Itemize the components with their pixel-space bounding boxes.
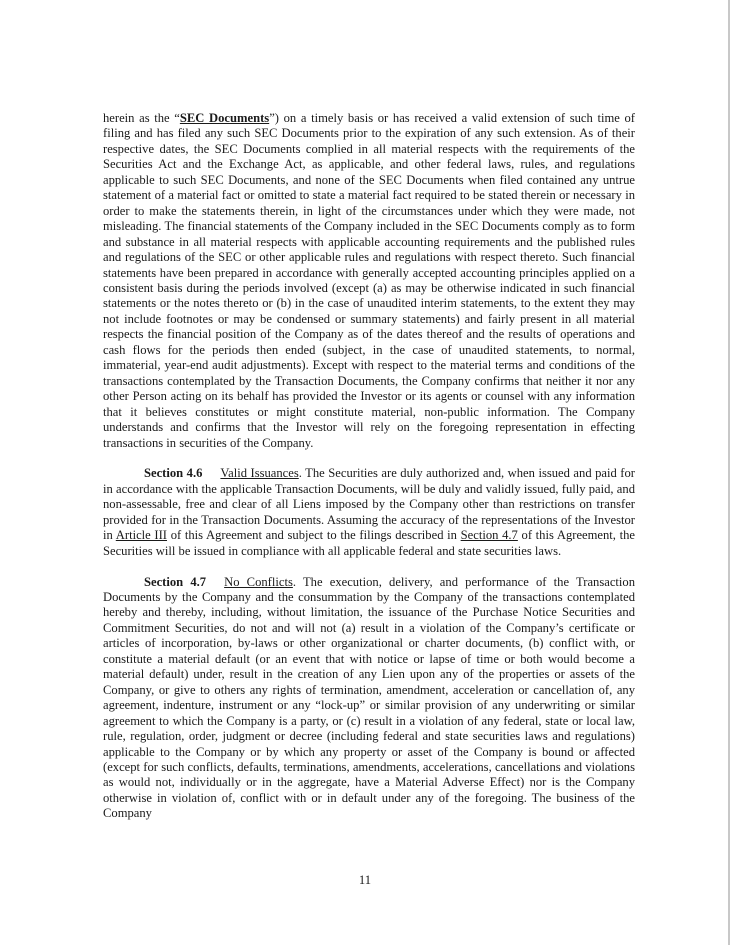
section-4-7-reference: Section 4.7 — [460, 528, 518, 543]
section-4-6-text-2: of this Agreement and subject to the filings described in — [167, 528, 461, 543]
continuation-text: ”) on a timely basis or has received a valid extension of such time of filing and has filed any such SEC Documents prior to the expiration of any such extension. As of their respective dates, the SEC Documents complied in all material respects with the requirements of the Securities Act and the Exchange Act, as applicable, and other federal laws, rules, and regulations applicable to such SEC Documents, and none of the SEC Documents when filed contained any untrue statement of a material fact or omitted to state a material fact required to be stated therein or necessary in order to make the statements therein, in light of the circumstances under which they were made, not misleading. The financial statements of the Company included in the SEC Documents comply as to form and substance in all material respects with applicable accounting requirements and the published rules and regulations of the SEC or other applicable rules and regulations with respect thereto. Such financial statements have been prepared in accordance with generally accepted accounting principles applied on a consistent basis during the periods involved (except (a) as may be otherwise indicated in such financial statements or the notes thereto or (b) in the case of unaudited interim statements, to the extent they may not include footnotes or may be condensed or summary statements) and fairly present in all material respects the financial position of the Company as of the dates thereof and the results of operations and cash flows for the periods then ended (subject, in the case of unaudited statements, to normal, immaterial, year-end audit adjustments). Except with respect to the material terms and conditions of the transactions contemplated by the Transaction Documents, the Company confirms that neither it nor any other Person acting on its behalf has provided the Investor or its agents or counsel with any information that it believes constitutes or might constitute material, non-public information. The Company understands and confirms that the Investor will rely on the foregoing representation in effecting transactions in securities of the Company. — [103, 111, 635, 450]
continuation-lead: herein as the “ — [103, 111, 180, 125]
defined-term-sec-documents: SEC Documents — [179, 111, 270, 125]
section-4-7-number: Section 4.7 — [144, 574, 207, 589]
document-body — [103, 111, 635, 837]
page-number: 11 — [358, 873, 372, 887]
section-4-6-text-3: of this Agreement, the Securities will be issued in compliance with all applicable federal and state securities laws. — [103, 528, 636, 558]
section-4-6-number: Section 4.6 — [144, 466, 203, 481]
section-4-7-title: No Conflicts — [224, 574, 293, 589]
article-iii-reference: Article III — [115, 528, 168, 543]
section-4-6-text-1: . The Securities are duly authorized and, when issued and paid for in accordance with the applicable Transaction Documents, will be duly and validly issued, fully paid, and non-assessable, free and clear of all Liens imposed by the Company other than restrictions on transfer provided for in the Transaction Documents. Assuming the accuracy of the representations of the Investor in — [103, 466, 635, 543]
section-4-6-paragraph — [103, 466, 635, 559]
continuation-paragraph — [103, 111, 635, 451]
section-4-7-text: . The execution, delivery, and performance of the Transaction Documents by the Company and the consummation by the Company of the transactions contemplated hereby and thereby, including, without limitation, the issuance of the Purchase Notice Securities and Commitment Securities, do not and will not (a) result in a violation of the Company’s certificate or articles of incorporation, by-laws or other organizational or charter documents, (b) conflict with, or constitute a material default (or an event that with notice or lapse of time or both would become a material default) under, result in the creation of any Lien upon any of the properties or assets of the Company, or give to others any rights of termination, amendment, acceleration or cancellation of, any agreement, indenture, instrument or any “lock-up” or similar provision of any underwriting or similar agreement to which the Company is a party, or (c) result in a violation of any federal, state or local law, rule, regulation, order, judgment or decree (including federal and state securities laws and regulations) applicable to the Company or by which any property or asset of the Company is bound or affected (except for such conflicts, defaults, terminations, amendments, accelerations, cancellations and violations as would not, individually or in the aggregate, have a Material Adverse Effect) nor is the Company otherwise in violation of, conflict with or in default under any of the foregoing. The business of the Company — [103, 574, 636, 821]
section-4-7-paragraph — [103, 575, 635, 822]
section-4-6-title: Valid Issuances — [220, 466, 299, 481]
